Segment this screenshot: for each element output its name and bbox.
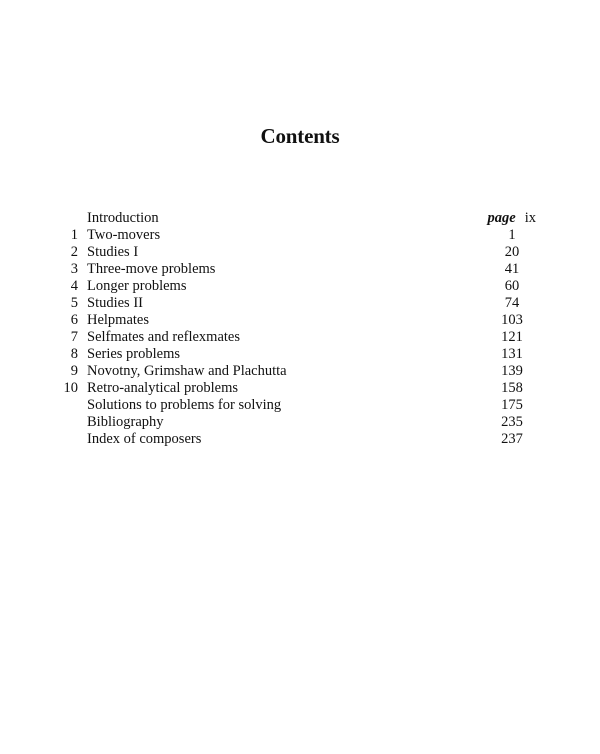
page-number: 103 (501, 312, 523, 328)
chapter-title: Index of composers (87, 431, 202, 447)
table-of-contents (56, 210, 536, 448)
page-title: Contents (260, 124, 340, 148)
page-label: page (487, 210, 516, 226)
chapter-title: Solutions to problems for solving (87, 397, 282, 413)
chapter-title: Novotny, Grimshaw and Plachutta (87, 363, 287, 379)
toc-entry (56, 227, 536, 244)
page-number: 20 (504, 244, 520, 260)
page-number: 131 (501, 346, 523, 362)
toc-entry (56, 244, 536, 261)
toc-entry (56, 261, 536, 278)
chapter-title: Studies I (87, 244, 139, 260)
page-number: 60 (504, 278, 520, 294)
chapter-title: Helpmates (87, 312, 150, 328)
toc-entry (56, 329, 536, 346)
chapter-number: 2 (70, 244, 78, 260)
chapter-number: 4 (70, 278, 78, 294)
toc-entry (56, 431, 536, 448)
chapter-title: Studies II (87, 295, 143, 311)
toc-entry (56, 380, 536, 397)
page-number: 237 (501, 431, 523, 447)
chapter-title: Three-move problems (87, 261, 216, 277)
chapter-title: Retro-analytical problems (87, 380, 238, 396)
toc-entry-introduction (56, 210, 536, 227)
chapter-title: Selfmates and reflexmates (87, 329, 240, 345)
toc-entry (56, 346, 536, 363)
page-number: 175 (501, 397, 523, 413)
chapter-title: Longer problems (87, 278, 187, 294)
toc-entry (56, 397, 536, 414)
page-number: ix (524, 210, 536, 226)
chapter-number: 9 (70, 363, 78, 379)
page-number: 41 (504, 261, 520, 277)
page-number: 121 (501, 329, 523, 345)
chapter-title: Bibliography (87, 414, 164, 430)
page-number: 158 (501, 380, 523, 396)
page-number: 139 (501, 363, 523, 379)
toc-entry (56, 414, 536, 431)
chapter-number: 3 (70, 261, 78, 277)
toc-entry (56, 278, 536, 295)
chapter-number: 8 (70, 346, 78, 362)
toc-entry (56, 363, 536, 380)
chapter-number: 7 (70, 329, 78, 345)
chapter-number: 10 (63, 380, 78, 396)
page-reference (488, 210, 536, 227)
chapter-title: Two-movers (87, 227, 161, 243)
toc-entry (56, 312, 536, 329)
chapter-title: Series problems (87, 346, 181, 362)
chapter-title: Introduction (87, 210, 159, 226)
toc-entry (56, 295, 536, 312)
page-number: 74 (504, 295, 520, 311)
chapter-number: 6 (70, 312, 78, 328)
page-number: 235 (501, 414, 523, 430)
page-number: 1 (508, 227, 516, 243)
chapter-number: 5 (70, 295, 78, 311)
chapter-number: 1 (70, 227, 78, 243)
